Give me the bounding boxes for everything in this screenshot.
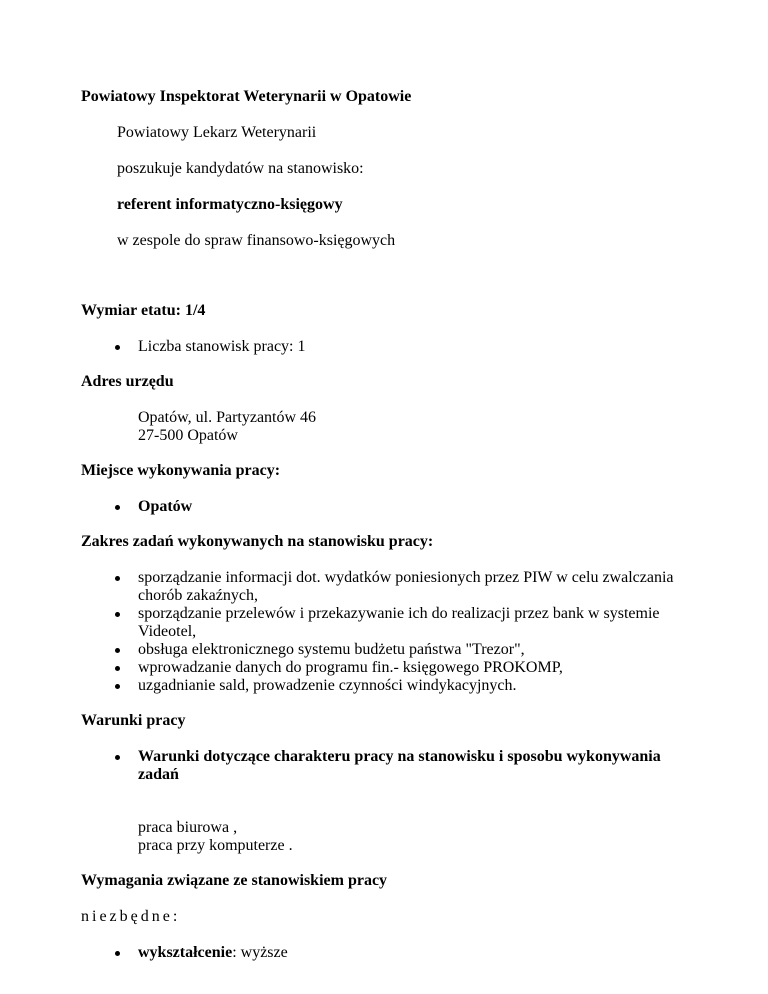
seeking-text: poszukuje kandydatów na stanowisko: [117, 160, 364, 177]
education-label: wykształcenie [138, 944, 233, 961]
list-item: wprowadzanie danych do programu fin.- księgowego PROKOMP, [81, 659, 701, 677]
etat-list [81, 338, 701, 356]
list-item [81, 944, 701, 962]
education-value: : wyższe [232, 944, 288, 961]
list-item: Liczba stanowisk pracy: 1 [81, 338, 701, 356]
duties-list [81, 569, 701, 695]
employer-text: Powiatowy Lekarz Weterynarii [117, 124, 317, 141]
conditions-line-2: praca przy komputerze . [138, 837, 293, 854]
necessary-label: niezbędne: [81, 908, 181, 925]
workplace-heading: Miejsce wykonywania pracy: [81, 462, 281, 479]
position-title: referent informatyczno-księgowy [117, 196, 343, 213]
requirements-heading: Wymagania związane ze stanowiskiem pracy [81, 872, 388, 889]
list-item: Opatów [81, 498, 701, 516]
workplace-list [81, 498, 701, 516]
team-text: w zespole do spraw finansowo-księgowych [117, 232, 396, 249]
requirements-list [81, 944, 701, 962]
conditions-block [81, 819, 701, 855]
address-line-2: 27-500 Opatów [138, 427, 238, 444]
list-item: Warunki dotyczące charakteru pracy na stanowisku i sposobu wykonywania zadań [81, 748, 701, 784]
list-item: sporządzanie przelewów i przekazywanie ich do realizacji przez bank w systemie Videotel, [81, 605, 701, 641]
etat-heading: Wymiar etatu: 1/4 [81, 302, 206, 319]
list-item: sporządzanie informacji dot. wydatków poniesionych przez PIW w celu zwalczania chorób zakaźnych, [81, 569, 701, 605]
conditions-line-1: praca biurowa , [138, 819, 238, 836]
list-item: uzgadnianie sald, prowadzenie czynności windykacyjnych. [81, 677, 701, 695]
address-heading: Adres urzędu [81, 373, 174, 390]
conditions-heading: Warunki pracy [81, 712, 186, 729]
institution-title: Powiatowy Inspektorat Weterynarii w Opatowie [81, 88, 412, 105]
address-line-1: Opatów, ul. Partyzantów 46 [138, 409, 317, 426]
job-posting-document [81, 80, 701, 962]
conditions-list [81, 748, 701, 784]
address-block [81, 409, 701, 445]
duties-heading: Zakres zadań wykonywanych na stanowisku pracy: [81, 533, 434, 550]
list-item: obsługa elektronicznego systemu budżetu państwa "Trezor", [81, 641, 701, 659]
